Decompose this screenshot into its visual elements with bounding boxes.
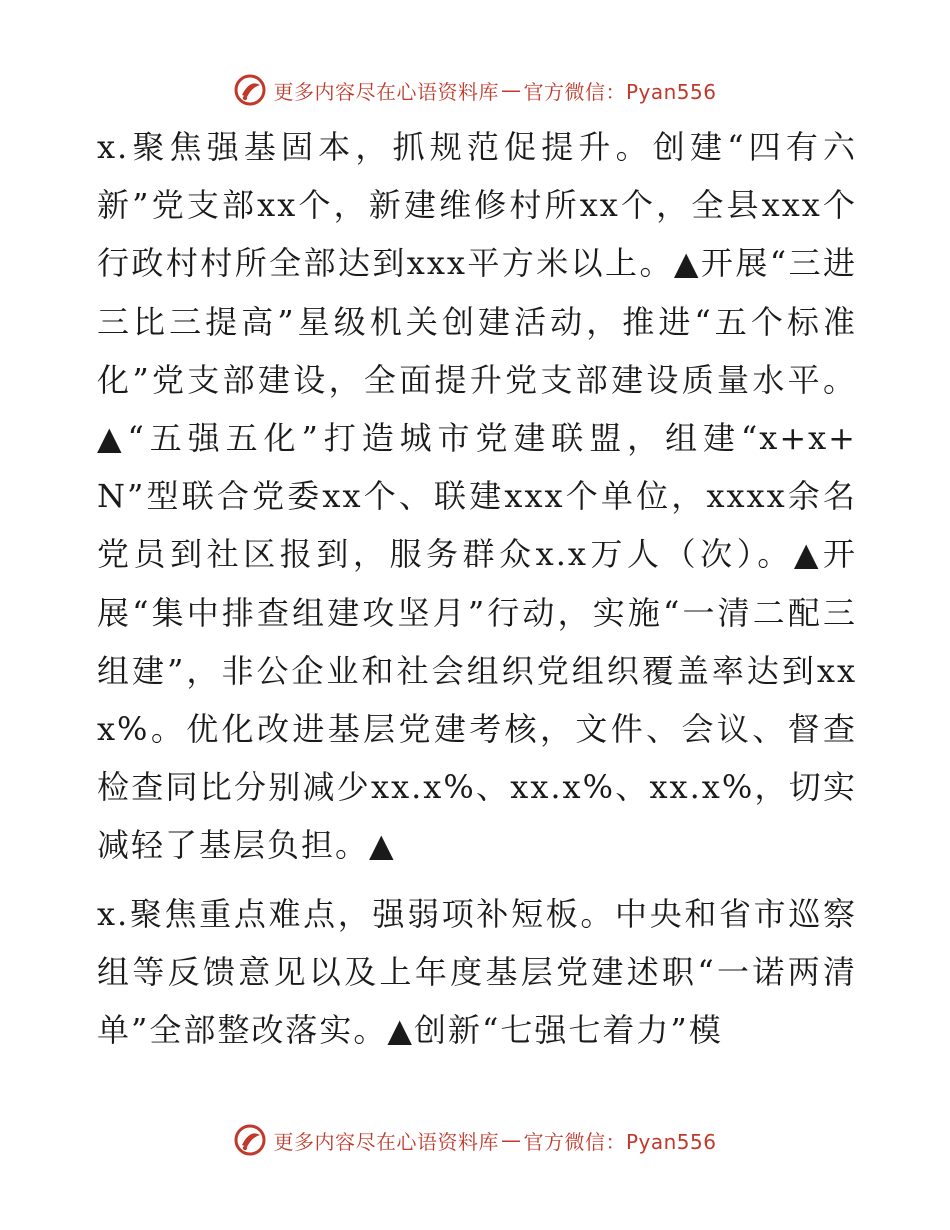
page-header-watermark xyxy=(0,72,950,108)
watermark-separator: — xyxy=(500,78,522,102)
brand-logo-icon xyxy=(233,1123,267,1157)
paragraph-2: x.聚焦重点难点，强弱项补短板。中央和省市巡察组等反馈意见以及上年度基层党建述职“一诺两清单”全部整改落实。▲创新“七强七着力”模 xyxy=(97,894,857,1050)
watermark-text: 更多内容尽在心语资料库 xyxy=(273,1129,499,1154)
brand-logo-icon xyxy=(233,73,267,107)
watermark-separator: — xyxy=(500,1128,522,1152)
watermark-text: 更多内容尽在心语资料库 xyxy=(273,79,499,104)
paragraph-1: x.聚焦强基固本，抓规范促提升。创建“四有六新”党支部xx个，新建维修村所xx个，全县xxx个行政村村所全部达到xxx平方米以上。▲开展“三进三比三提高”星级机关创建活动，推进“五个标准化”党支部建设，全面提升党支部建设质量水平。▲“五强五化”打造城市党建联盟，组建“x+x+N”型联合党委xx个、联建xxx个单位，xxxx余名党员到社区报到，服务群众x.x万人（次）。▲开展“集中排查组建攻坚月”行动，实施“一清二配三组建”，非公企业和社会组织党组织覆盖率达到xxx%。优化改进基层党建考核，文件、会议、督查检查同比分别减少xx.x%、xx.x%、xx.x%，切实减轻了基层负担。▲ xyxy=(97,128,857,865)
page-footer-watermark xyxy=(0,1122,950,1158)
watermark-contact: 官方微信：Pyan556 xyxy=(523,79,717,104)
watermark-contact: 官方微信：Pyan556 xyxy=(523,1129,717,1154)
document-body xyxy=(97,118,857,1059)
